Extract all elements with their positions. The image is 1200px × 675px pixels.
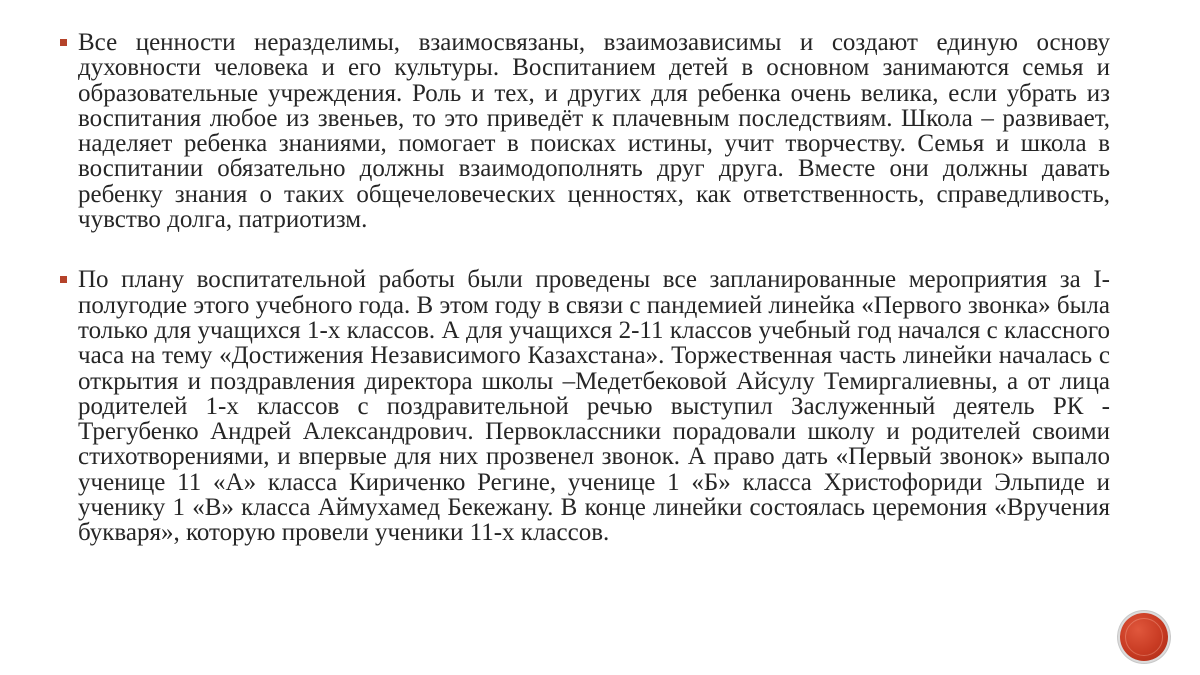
- square-bullet-icon: [60, 39, 67, 46]
- circle-nav-button-icon[interactable]: [1120, 613, 1168, 661]
- nav-button-ring: [1125, 618, 1163, 656]
- bullet-text: По плану воспитательной работы были проведены все запланированные мероприятия за I-полугодие этого учебного года. В этом году в связи с пандемией линейка «Первого звонка» была только для учащихся 1-х классов. А для учащихся 2-11 классов учебный год начался с классного часа на тему «Достижения Независимого Казахстана». Торжественная часть линейки началась с открытия и поздравления директора школы –Медетбековой Айсулу Темиргалиевны, а от лица родителей 1-х классов с поздравительной речью выступил Заслуженный деятель РК - Трегубенко Андрей Александрович. Первоклассники порадовали школу и родителей своими стихотворениями, и впервые для них прозвенел звонок. А право дать «Первый звонок» выпало ученице 11 «А» класса Кириченко Регине, ученице 1 «Б» класса Христофориди Эльпиде и ученику 1 «В» класса Аймухамед Бекежану. В конце линейки состоялась церемония «Вручения букваря», которую провели ученики 11-х классов.: [78, 266, 1110, 547]
- square-bullet-icon: [60, 276, 67, 283]
- bullet-item: [60, 30, 1110, 232]
- bullet-list: [60, 30, 1110, 546]
- bullet-item: [60, 267, 1110, 545]
- bullet-text: Все ценности неразделимы, взаимосвязаны, взаимозависимы и создают единую основу духовности человека и его культуры. Воспитанием детей в основном занимаются семья и образовательные учреждения. Роль и тех, и других для ребенка очень велика, если убрать из воспитания любое из звеньев, то это приведёт к плачевным последствиям. Школа – развивает, наделяет ребенка знаниями, помогает в поисках истины, учит творчеству. Семья и школа в воспитании обязательно должны взаимодополнять друг друга. Вместе они должны давать ребенку знания о таких общечеловеческих ценностях, как ответственность, справедливость, чувство долга, патриотизм.: [78, 29, 1110, 234]
